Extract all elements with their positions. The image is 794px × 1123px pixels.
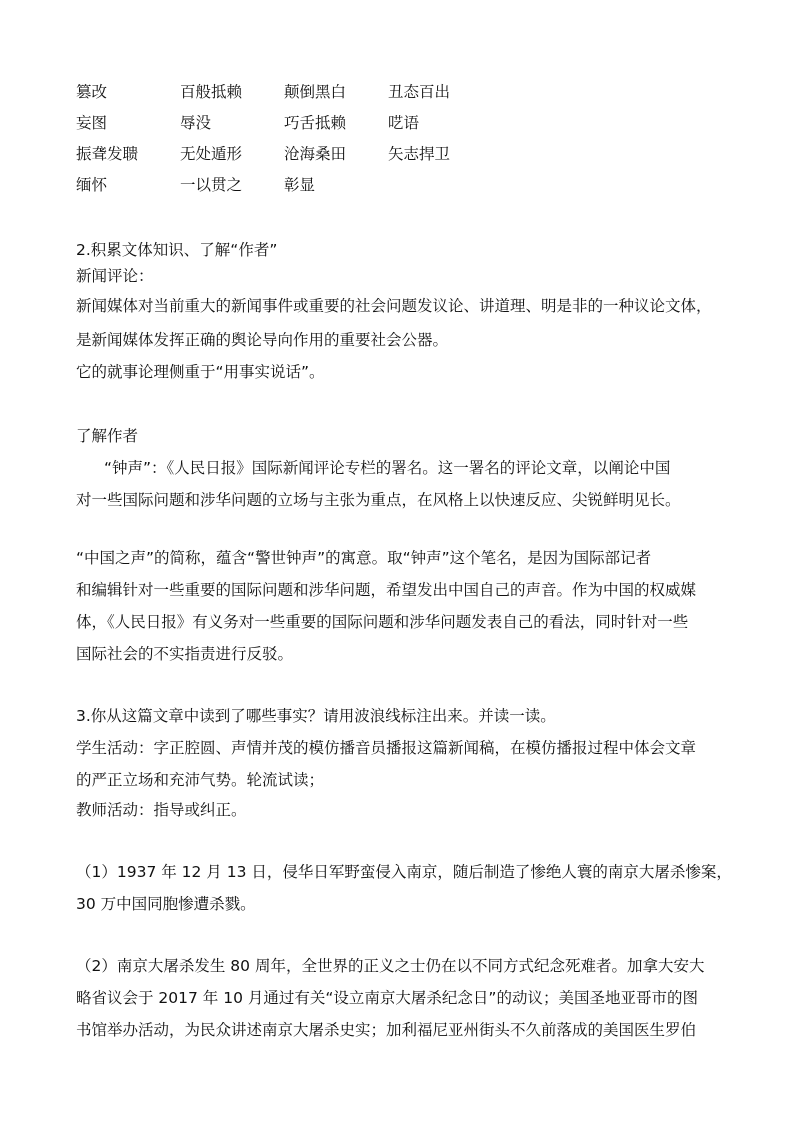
vocab-row (76, 142, 736, 166)
author-paragraph: “中国之声”的简称，蕴含“警世钟声”的寓意。取“钟声”这个笔名，是因为国际部记者 (76, 549, 652, 567)
student-activity: 的严正立场和充沛气势。轮流试读； (76, 771, 325, 789)
news-review-definition: 新闻媒体对当前重大的新闻事件或重要的社会问题发议论、讲道理、明是非的一种议论文体， (76, 297, 712, 315)
fact-item: 略省议会于 2017 年 10 月通过有关“设立南京大屠杀纪念日”的动议；美国圣地亚哥市的图 (76, 989, 698, 1007)
vocab-word: 巧舌抵赖 (284, 114, 347, 132)
vocab-word: 振聋发聩 (76, 145, 139, 163)
section-heading: 3.你从这篇文章中读到了哪些事实？请用波浪线标注出来。并读一读。 (76, 707, 556, 725)
fact-item: （2）南京大屠杀发生 80 周年，全世界的正义之士仍在以不同方式纪念死难者。加拿大安大 (76, 957, 705, 975)
vocab-word: 缅怀 (76, 176, 108, 194)
vocab-word: 彰显 (284, 176, 316, 194)
author-label: 了解作者 (76, 427, 139, 445)
fact-item: （1）1937 年 12 月 13 日，侵华日军野蛮侵入南京，随后制造了惨绝人寰的南京大屠杀惨案， (76, 863, 732, 881)
author-paragraph: “钟声”：《人民日报》国际新闻评论专栏的署名。这一署名的评论文章，以阐论中国 (104, 459, 671, 477)
vocab-word: 妄图 (76, 114, 108, 132)
author-paragraph: 体，《人民日报》有义务对一些重要的国际问题和涉华问题发表自己的看法，同时针对一些 (76, 613, 689, 631)
news-review-definition: 是新闻媒体发挥正确的舆论导向作用的重要社会公器。 (76, 331, 449, 349)
student-activity: 学生活动：字正腔圆、声情并茂的模仿播音员播报这篇新闻稿，在模仿播报过程中体会文章 (76, 739, 697, 757)
vocab-word: 百般抵赖 (180, 83, 243, 101)
vocab-word: 颠倒黑白 (284, 83, 347, 101)
author-paragraph: 和编辑针对一些重要的国际问题和涉华问题，希望发出中国自己的声音。作为中国的权威媒 (76, 581, 697, 599)
author-paragraph: 对一些国际问题和涉华问题的立场与主张为重点，在风格上以快速反应、尖锐鲜明见长。 (76, 491, 681, 509)
vocab-word: 一以贯之 (180, 176, 243, 194)
vocab-row (76, 111, 736, 135)
vocab-word: 辱没 (180, 114, 212, 132)
vocab-row (76, 80, 736, 104)
fact-item: 书馆举办活动，为民众讲述南京大屠杀史实；加利福尼亚州街头不久前落成的美国医生罗伯 (76, 1021, 697, 1039)
vocab-word: 沧海桑田 (284, 145, 347, 163)
author-paragraph: 国际社会的不实指责进行反驳。 (76, 645, 294, 663)
vocab-word: 呓语 (388, 114, 420, 132)
teacher-activity: 教师活动：指导或纠正。 (76, 801, 247, 819)
news-review-focus: 它的就事论理侧重于“用事实说话”。 (76, 363, 325, 381)
vocab-word: 矢志捍卫 (388, 145, 451, 163)
vocab-word: 篡改 (76, 83, 108, 101)
vocab-word: 丑态百出 (388, 83, 451, 101)
vocab-row (76, 173, 736, 197)
vocab-word: 无处遁形 (180, 145, 243, 163)
news-review-label: 新闻评论： (76, 267, 154, 285)
section-heading: 2.积累文体知识、了解“作者” (76, 241, 278, 259)
fact-item: 30 万中国同胞惨遭杀戮。 (76, 895, 256, 913)
